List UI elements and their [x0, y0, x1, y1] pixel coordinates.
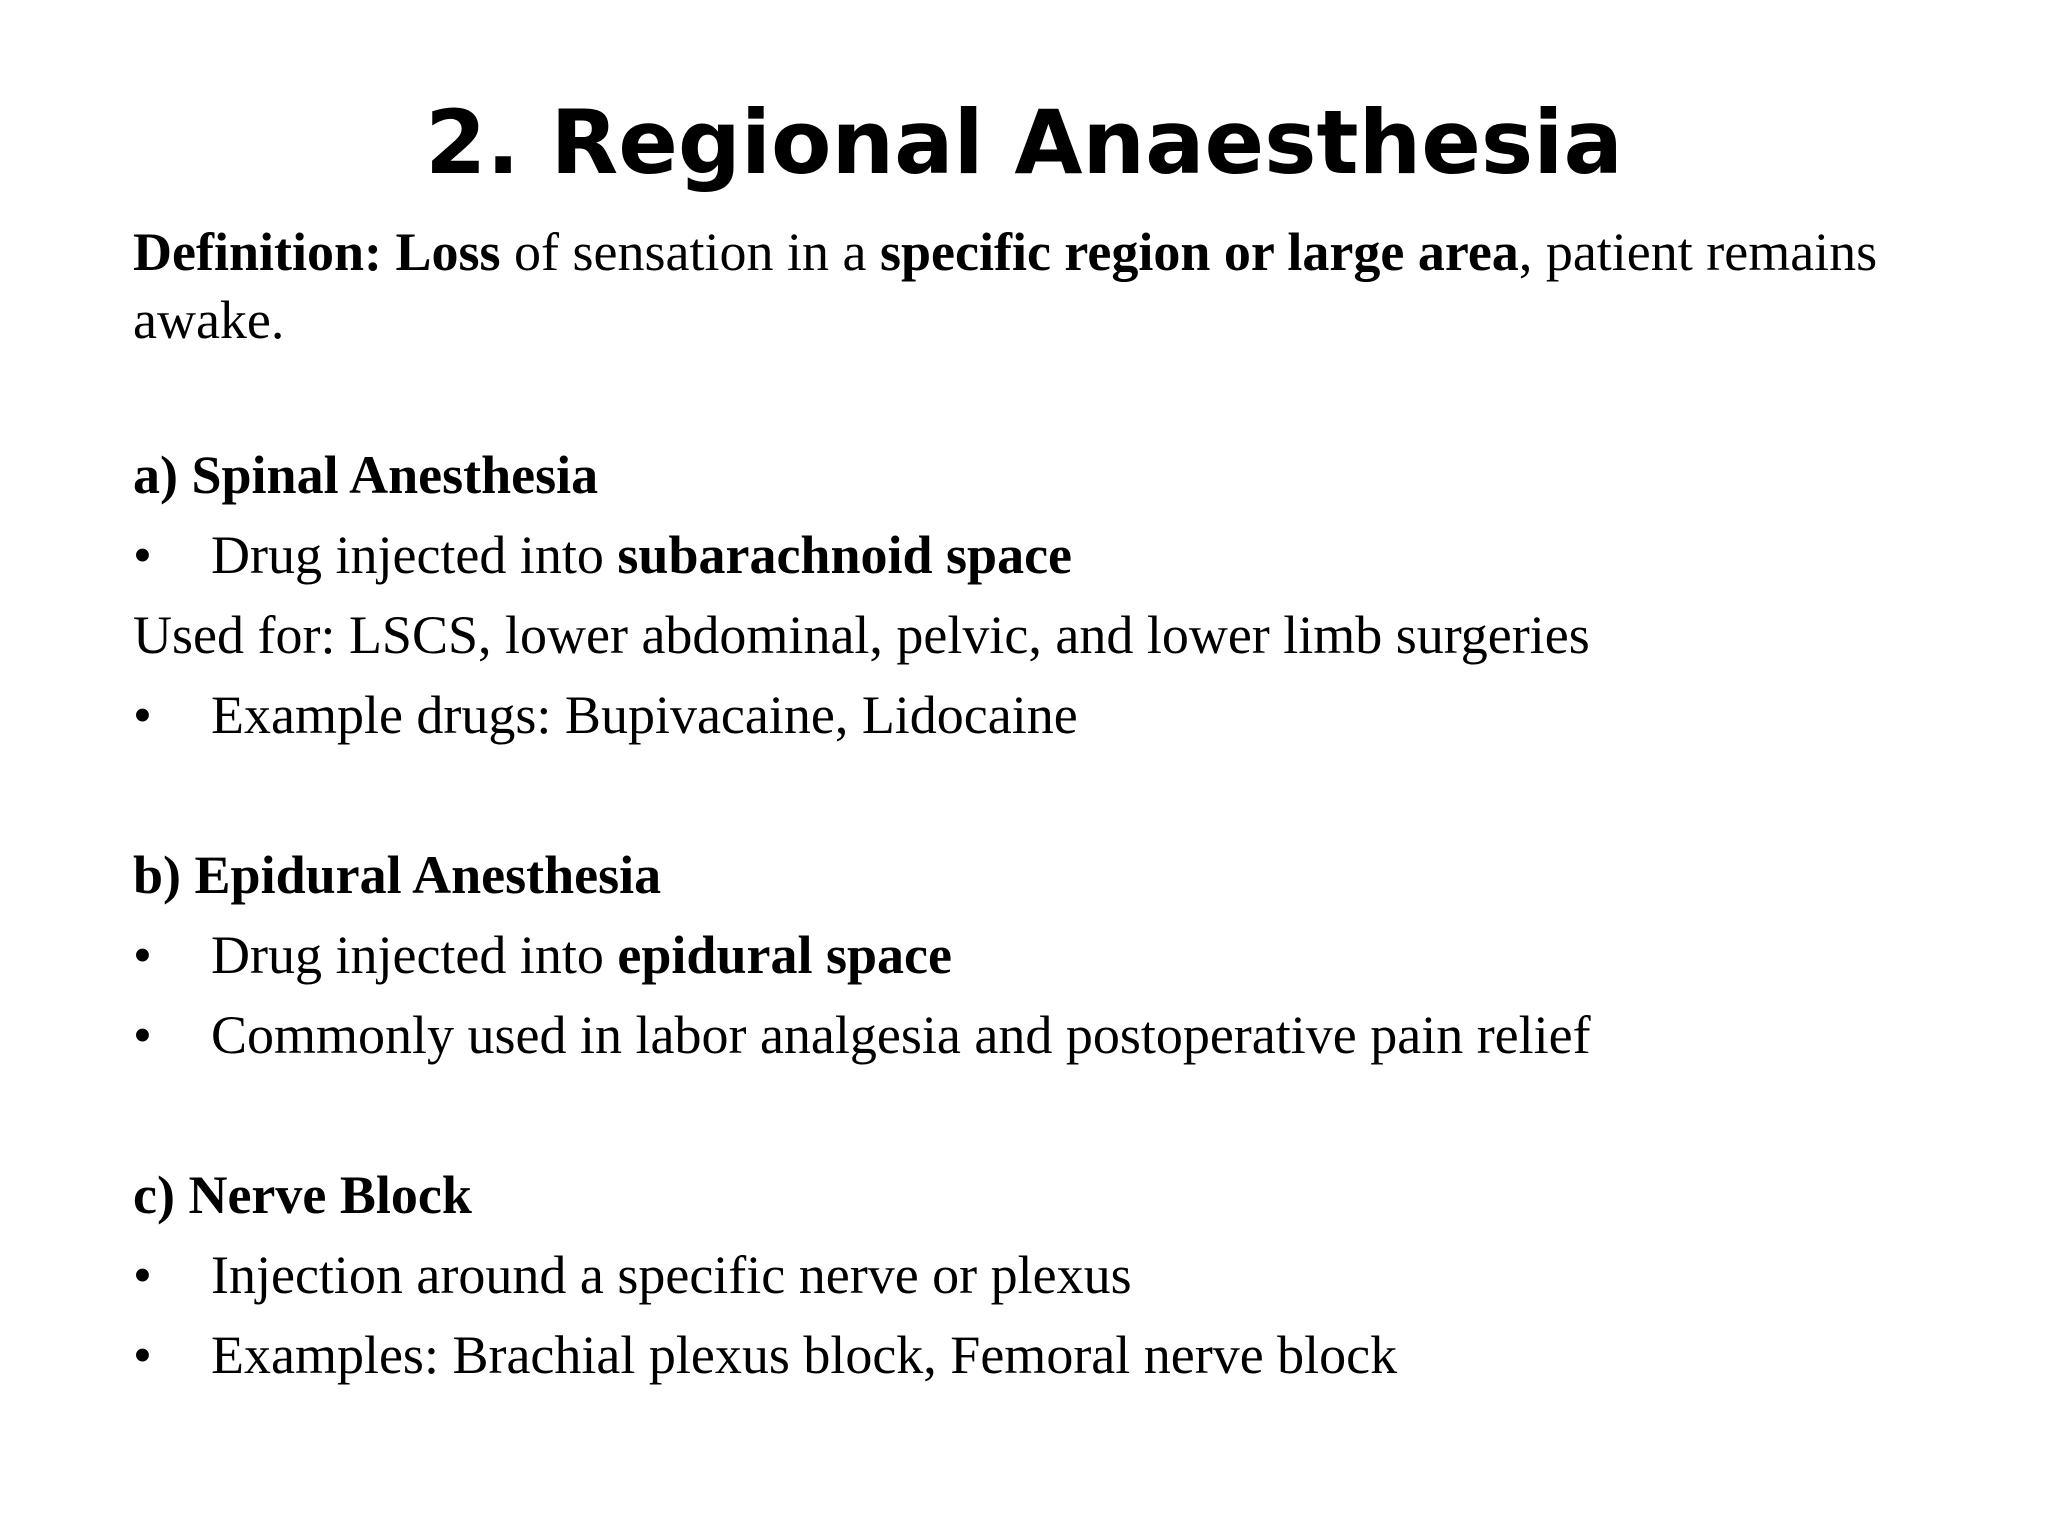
bullet-icon: • [133, 1325, 152, 1385]
definition-loss: Loss [395, 222, 501, 282]
bullet-text: Example drugs: Bupivacaine, Lidocaine [211, 685, 1078, 745]
bullet-text [211, 515, 1072, 595]
list-item [133, 675, 1933, 755]
slide-title: 2. Regional Anaesthesia [425, 91, 1623, 194]
definition-text-2: , patient remains awake. [133, 222, 1878, 350]
section-heading-epidural: b) Epidural Anesthesia [133, 845, 662, 905]
bullet-text: Commonly used in labor analgesia and postoperative pain relief [211, 1005, 1591, 1065]
bullet-text-prefix: Drug injected into [211, 925, 618, 985]
section-heading-spinal: a) Spinal Anesthesia [133, 445, 599, 505]
list-item [133, 515, 1933, 595]
bullet-icon: • [133, 1005, 152, 1065]
bullet-text: Examples: Brachial plexus block, Femoral nerve block [211, 1325, 1398, 1385]
bullet-text [211, 915, 952, 995]
section-heading-nerve-block: c) Nerve Block [133, 1165, 472, 1225]
bullet-icon: • [133, 685, 152, 745]
definition-region: specific region or large area [879, 222, 1519, 282]
bullet-text-bold: epidural space [617, 925, 952, 985]
definition-paragraph [133, 218, 1933, 354]
bullet-text-bold: subarachnoid space [617, 525, 1073, 585]
bullet-text: Injection around a specific nerve or plexus [211, 1245, 1132, 1305]
definition-label: Definition: [133, 222, 382, 282]
bullet-icon: • [133, 525, 152, 585]
list-item [133, 1235, 1933, 1315]
slide-content [133, 218, 1933, 1395]
list-item [133, 915, 1933, 995]
list-item [133, 1315, 1933, 1395]
bullet-icon: • [133, 1245, 152, 1305]
definition-text-1: of sensation in a [500, 222, 880, 282]
used-for-line: Used for: LSCS, lower abdominal, pelvic, and lower limb surgeries [133, 605, 1590, 665]
bullet-icon: • [133, 925, 152, 985]
list-item [133, 995, 1933, 1075]
bullet-text-prefix: Drug injected into [211, 525, 618, 585]
